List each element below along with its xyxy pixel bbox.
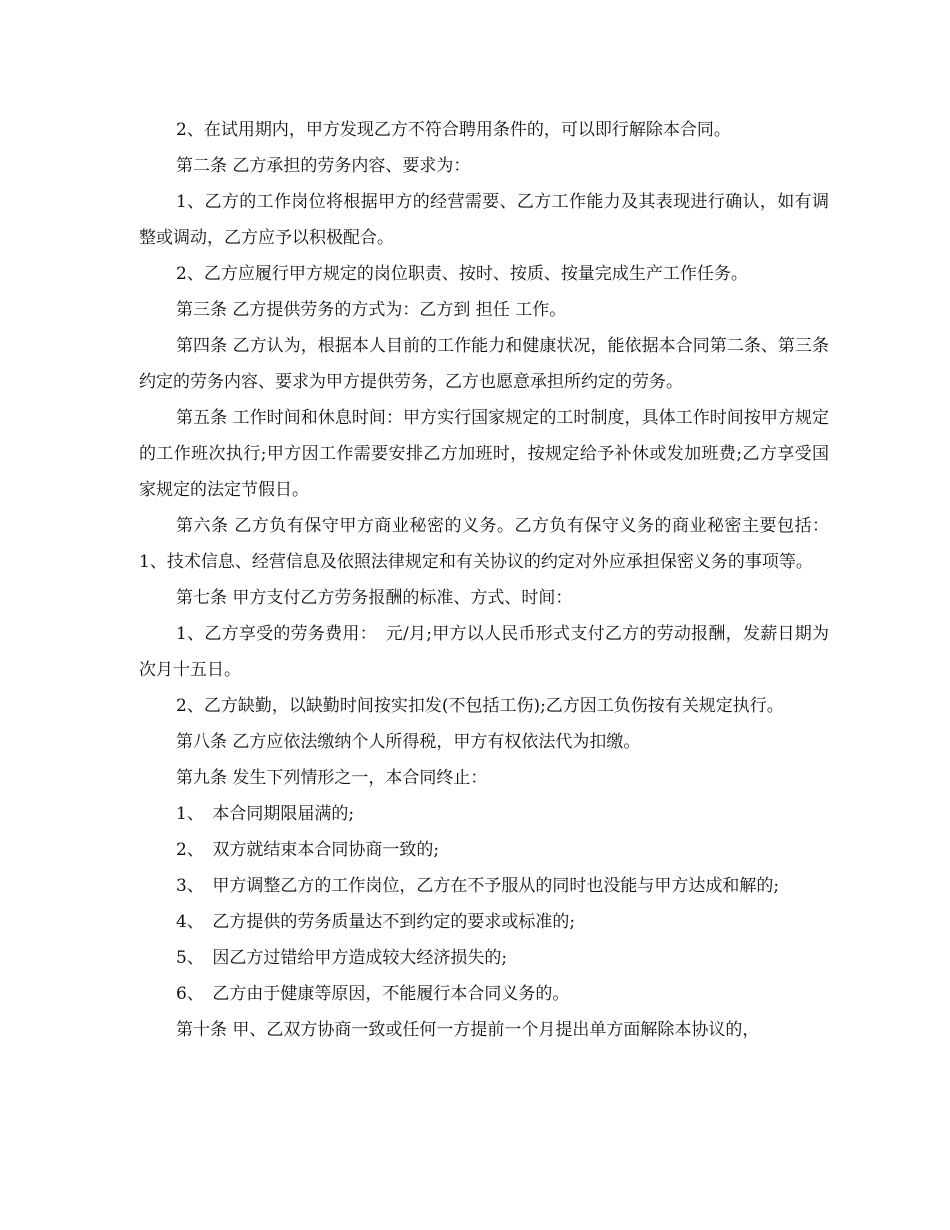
paragraph-article-8: 第八条 乙方应依法缴纳个人所得税，甲方有权依法代为扣缴。 bbox=[176, 732, 641, 752]
paragraph-article-9-heading: 第九条 发生下列情形之一，本合同终止： bbox=[176, 768, 488, 788]
paragraph-article-9-item-2: 2、 双方就结束本合同协商一致的; bbox=[176, 840, 440, 860]
document-body bbox=[139, 112, 829, 1048]
paragraph-article-2-item-1: 1、乙方的工作岗位将根据甲方的经营需要、乙方工作能力及其表现进行确认，如有调整或调动，乙方应予以积极配合。 bbox=[139, 192, 829, 248]
paragraph-article-4: 第四条 乙方认为，根据本人目前的工作能力和健康状况，能依据本合同第二条、第三条约定的劳务内容、要求为甲方提供劳务，乙方也愿意承担所约定的劳务。 bbox=[139, 336, 829, 392]
paragraph-article-7-heading: 第七条 甲方支付乙方劳务报酬的标准、方式、时间： bbox=[176, 588, 573, 608]
paragraph-article-9-item-6: 6、 乙方由于健康等原因，不能履行本合同义务的。 bbox=[176, 984, 570, 1004]
paragraph-article-10: 第十条 甲、乙双方协商一致或任何一方提前一个月提出单方面解除本协议的， bbox=[176, 1020, 760, 1040]
paragraph-article-9-item-5: 5、 因乙方过错给甲方造成较大经济损失的; bbox=[176, 948, 508, 968]
paragraph-article-9-item-4: 4、 乙方提供的劳务质量达不到约定的要求或标准的; bbox=[176, 912, 576, 932]
paragraph-article-7-item-1: 1、乙方享受的劳务费用： 元/月;甲方以人民币形式支付乙方的劳动报酬，发薪日期为次月十五日。 bbox=[139, 624, 829, 680]
paragraph-article-6: 第六条 乙方负有保守甲方商业秘密的义务。乙方负有保守义务的商业秘密主要包括：1、技术信息、经营信息及依照法律规定和有关协议的约定对外应承担保密义务的事项等。 bbox=[139, 516, 829, 572]
paragraph-article-9-item-1: 1、 本合同期限届满的; bbox=[176, 804, 355, 824]
paragraph-article-7-item-2: 2、乙方缺勤，以缺勤时间按实扣发(不包括工伤);乙方因工负伤按有关规定执行。 bbox=[176, 696, 784, 716]
paragraph-article-3: 第三条 乙方提供劳务的方式为：乙方到 担任 工作。 bbox=[176, 300, 567, 320]
paragraph-article-9-item-3: 3、 甲方调整乙方的工作岗位，乙方在不予服从的同时也没能与甲方达成和解的; bbox=[176, 876, 780, 896]
paragraph-article-5: 第五条 工作时间和休息时间：甲方实行国家规定的工时制度，具体工作时间按甲方规定的工作班次执行;甲方因工作需要安排乙方加班时，按规定给予补休或发加班费;乙方享受国家规定的法定节假日。 bbox=[139, 408, 829, 500]
paragraph-article-2-heading: 第二条 乙方承担的劳务内容、要求为： bbox=[176, 156, 471, 176]
paragraph-probation-termination: 2、在试用期内，甲方发现乙方不符合聘用条件的，可以即行解除本合同。 bbox=[176, 120, 731, 140]
paragraph-article-2-item-2: 2、乙方应履行甲方规定的岗位职责、按时、按质、按量完成生产工作任务。 bbox=[176, 264, 748, 284]
